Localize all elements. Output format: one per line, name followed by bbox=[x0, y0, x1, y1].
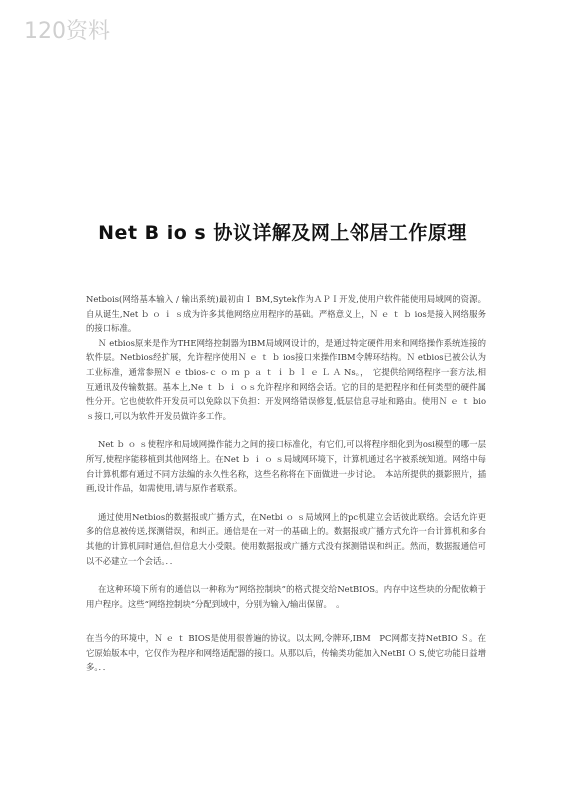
paragraph-interface: Net ｂ ｏ ｓ使程序和局域网操作能力之间的接口标准化，有它们,可以将程序细化到为osi模型的哪一层所写,使程序能移植到其他网络上。在Net ｂ ｉ ｏ ｓ局域网环境下，计算机通过名字被系统知道。网络中每台计算机都有通过不同方法编的永久性名称，这些名称将在下面做进一步讨论。 本站所提供的摄影照片，插画,设计作品，如需使用,请与原作者联系。 bbox=[86, 439, 486, 494]
document-title: Net B io s 协议详解及网上邻居工作原理 bbox=[98, 222, 467, 244]
paragraph-history: Ｎ etbios原来是作为THE网络控制器为IBM局域网设计的，是通过特定硬件用来和网络操作系统连接的软件层。Netbios经扩展，允许程序使用Ｎ ｅ ｔ ｂ ios接口来操作IBM令牌环结构。Ｎ etbios已被公认为工业标准，通常参照Ｎ ｅ tbios-ｃ ｏ ｍ ｐ ａ ｔ ｉ ｂ ｌ ｅ Ｌ Ａ Ns。， 它提供给网络程序一套方法,相互通讯及传输数据。基本上,Ne ｔ ｂ ｉ ｏｓ允许程序和网络会话。它的目的是把程序和任何类型的硬件属性分开。它也使软件开发员可以免除以下负担：开发网络错误修复,低层信息寻址和路由。使用Ｎ ｅ ｔ bio ｓ接口,可以为软件开发员做许多工作。 bbox=[86, 337, 486, 421]
paragraph-datagram: 通过使用Netbios的数据报或广播方式，在Netbi ｏ ｓ局域网上的pc机建立会话彼此联络。会话允许更多的信息被传送,探测错误，和纠正。通信是在一对一的基础上的。数据报或广播方式允许一台计算机和多台其他的计算机同时通信,但信息大小受限。使用数据报或广播方式没有探测错误和纠正。然而，数据报通信可以不必建立一个会话。．． bbox=[86, 511, 486, 566]
watermark-logo: 120资料 bbox=[24, 19, 110, 44]
paragraph-ncb: 在这种环境下所有的通信以一种称为“网络控制块”的格式提交给NetBIOS。内存中这些块的分配依赖于用户程序。这些“网络控制块”分配到域中，分别为输入/输出保留。 。 bbox=[86, 584, 486, 609]
paragraph-today: 在当今的环境中，Ｎ ｅ ｔ BIOS是使用很普遍的协议。以太网,令牌环,IBM PC网都支持NetBIO Ｓ。在它原始版本中，它仅作为程序和网络适配器的接口。从那以后，传输类功能加入NetBI Ｏ S,使它功能日益增多。．． bbox=[86, 633, 486, 673]
document-body bbox=[86, 292, 486, 675]
paragraph-intro: Netbois(网络基本输入 / 输出系统)最初由Ｉ BM,Sytek作为ＡＰＩ开发,使用户软件能使用局域网的资源。自从诞生,Net ｂ ｏ ｉ ｓ成为许多其他网络应用程序的基础。严格意义上，Ｎ ｅ ｔ ｂ ios是接入网络服务的接口标准。 bbox=[86, 294, 486, 334]
